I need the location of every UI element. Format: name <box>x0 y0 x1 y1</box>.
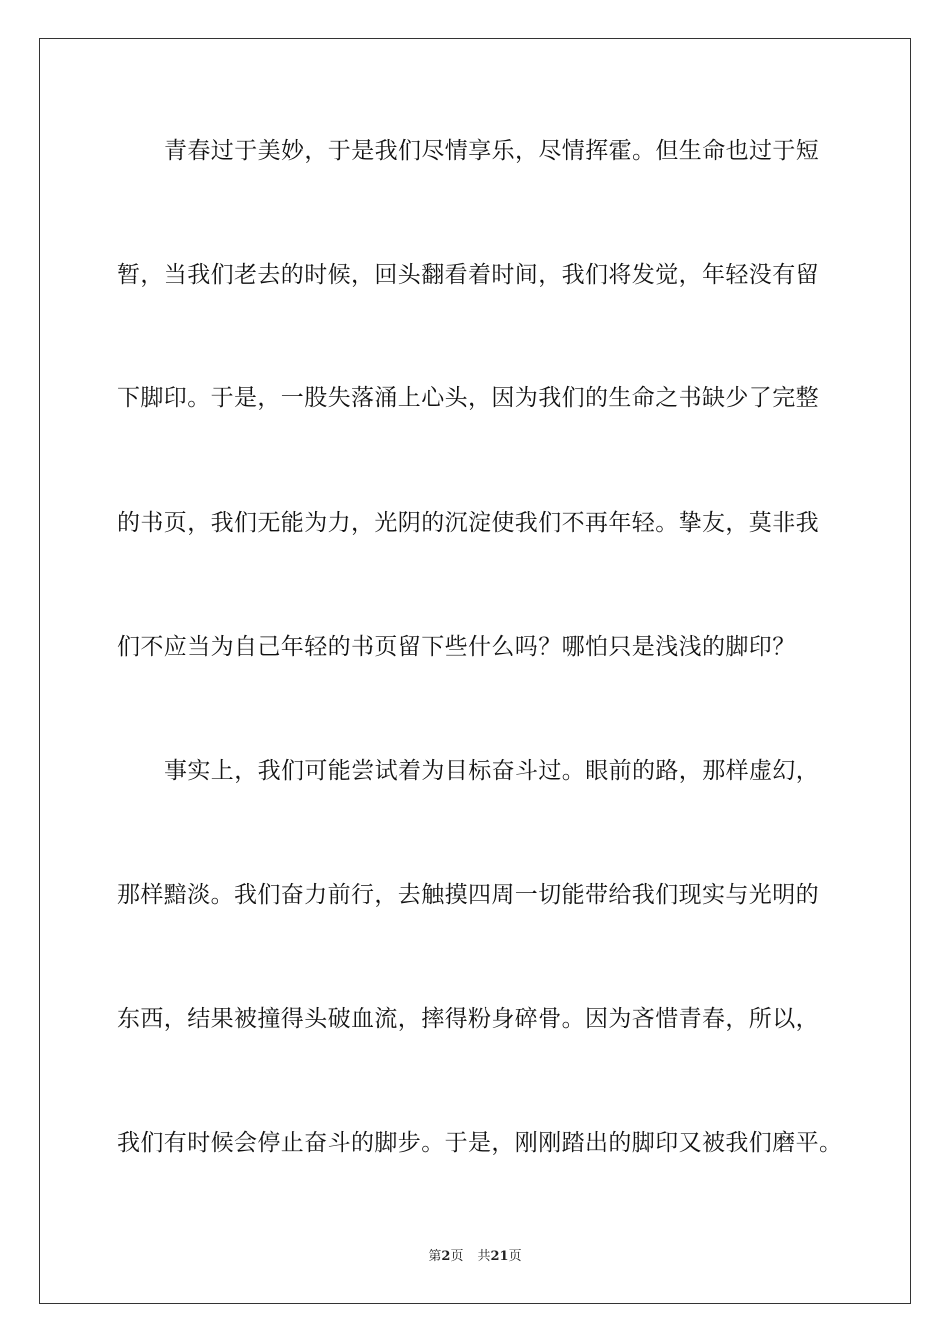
total-prefix: 共 <box>477 1249 491 1264</box>
page-suffix: 页 <box>450 1249 464 1264</box>
page-number: 2 <box>441 1249 451 1264</box>
text-line: 的书页，我们无能为力，光阴的沉淀使我们不再年轻。挚友，莫非我 <box>117 510 819 536</box>
page-border <box>39 38 911 1304</box>
text-line: 青春过于美妙，于是我们尽情享乐，尽情挥霍。但生命也过于短 <box>164 138 820 164</box>
text-line: 下脚印。于是，一股失落涌上心头，因为我们的生命之书缺少了完整 <box>117 385 819 411</box>
page-footer <box>0 1245 950 1264</box>
total-suffix: 页 <box>508 1249 522 1264</box>
total-pages: 21 <box>490 1249 509 1264</box>
text-line: 们不应当为自己年轻的书页留下些什么吗？哪怕只是浅浅的脚印？ <box>117 634 796 660</box>
text-line: 暂，当我们老去的时候，回头翻看着时间，我们将发觉，年轻没有留 <box>117 262 819 288</box>
text-line: 事实上，我们可能尝试着为目标奋斗过。眼前的路，那样虚幻， <box>164 758 820 784</box>
page-prefix: 第 <box>428 1249 442 1264</box>
text-line: 我们有时候会停止奋斗的脚步。于是，刚刚踏出的脚印又被我们磨平。 <box>117 1130 843 1156</box>
text-line: 那样黯淡。我们奋力前行，去触摸四周一切能带给我们现实与光明的 <box>117 882 819 908</box>
text-line: 东西，结果被撞得头破血流，摔得粉身碎骨。因为吝惜青春，所以， <box>117 1006 819 1032</box>
